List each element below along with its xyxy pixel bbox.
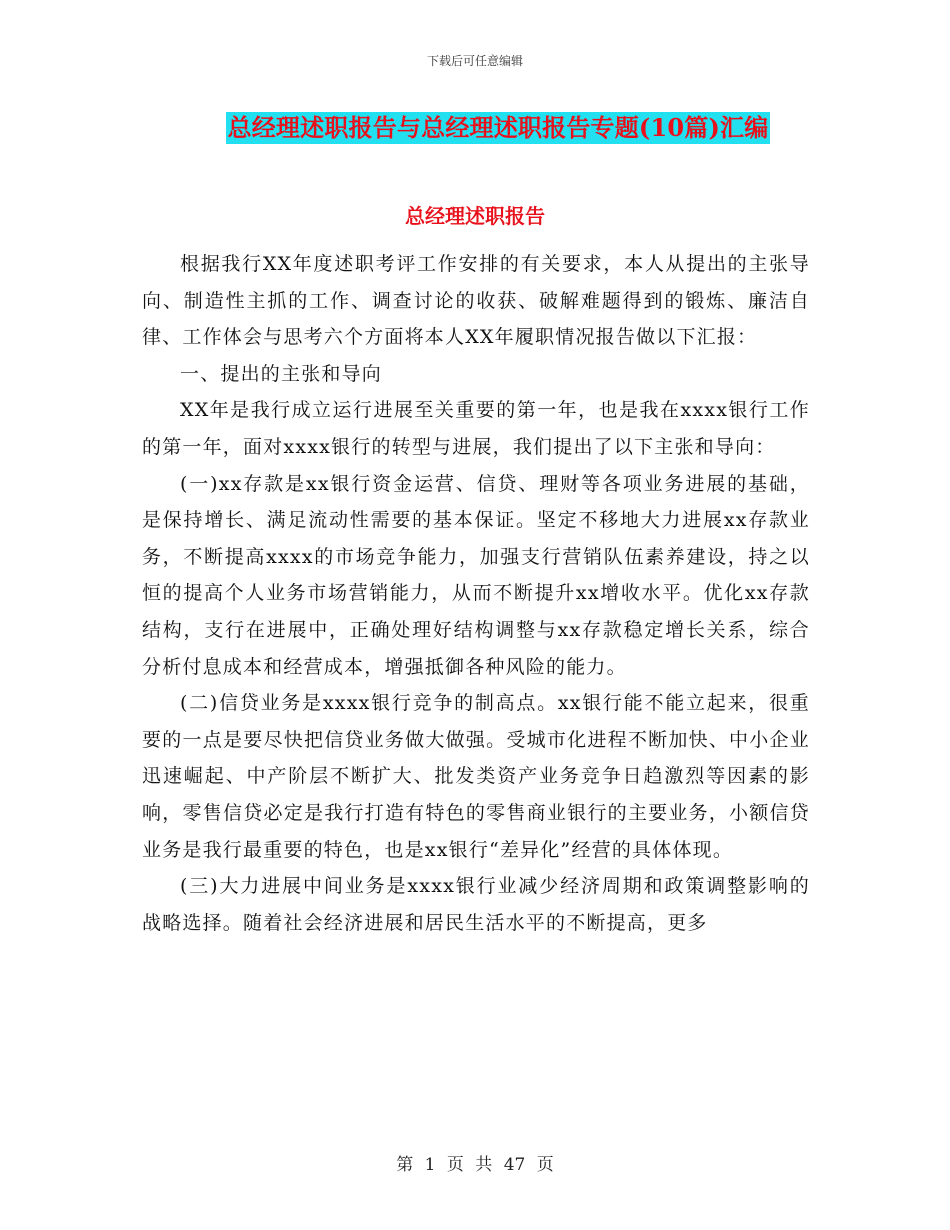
document-title-container: [0, 112, 950, 144]
paragraph-intro: 根据我行XX年度述职考评工作安排的有关要求，本人从提出的主张导向、制造性主抓的工作、调查讨论的收获、破解难题得到的锻炼、廉洁自律、工作体会与思考六个方面将本人XX年履职情况报告做以下汇报：: [142, 253, 810, 349]
paragraph-point-2: (二)信贷业务是xxxx银行竞争的制高点。xx银行能不能立起来，很重要的一点是要尽快把信贷业务做大做强。受城市化进程不断加快、中小企业迅速崛起、中产阶层不断扩大、批发类资产业务竞争日趋激烈等因素的影响，零售信贷必定是我行打造有特色的零售商业银行的主要业务，小额信贷业务是我行最重要的特色，也是xx银行“差异化”经营的具体体现。: [142, 692, 810, 861]
paragraph-context: XX年是我行成立运行进展至关重要的第一年，也是我在xxxx银行工作的第一年，面对xxxx银行的转型与进展，我们提出了以下主张和导向：: [142, 399, 810, 458]
paragraph-heading-1: 一、提出的主张和导向: [180, 362, 383, 385]
document-body: [142, 246, 810, 941]
paragraph-point-1: (一)xx存款是xx银行资金运营、信贷、理财等各项业务进展的基础，是保持增长、满足流动性需要的基本保证。坚定不移地大力进展xx存款业务，不断提高xxxx的市场竞争能力，加强支行营销队伍素养建设，持之以恒的提高个人业务市场营销能力，从而不断提升xx增收水平。优化xx存款结构，支行在进展中，正确处理好结构调整与xx存款稳定增长关系，综合分析付息成本和经营成本，增强抵御各种风险的能力。: [142, 472, 810, 678]
section-title: 总经理述职报告: [405, 204, 545, 228]
document-title: 总经理述职报告与总经理述职报告专题(10篇)汇编: [227, 113, 769, 142]
page-header-note: 下载后可任意编辑: [426, 54, 523, 68]
page-footer: 第 1 页 共 47 页: [396, 1155, 554, 1175]
paragraph-point-3: (三)大力进展中间业务是xxxx银行业减少经济周期和政策调整影响的战略选择。随着社会经济进展和居民生活水平的不断提高，更多: [142, 875, 810, 934]
